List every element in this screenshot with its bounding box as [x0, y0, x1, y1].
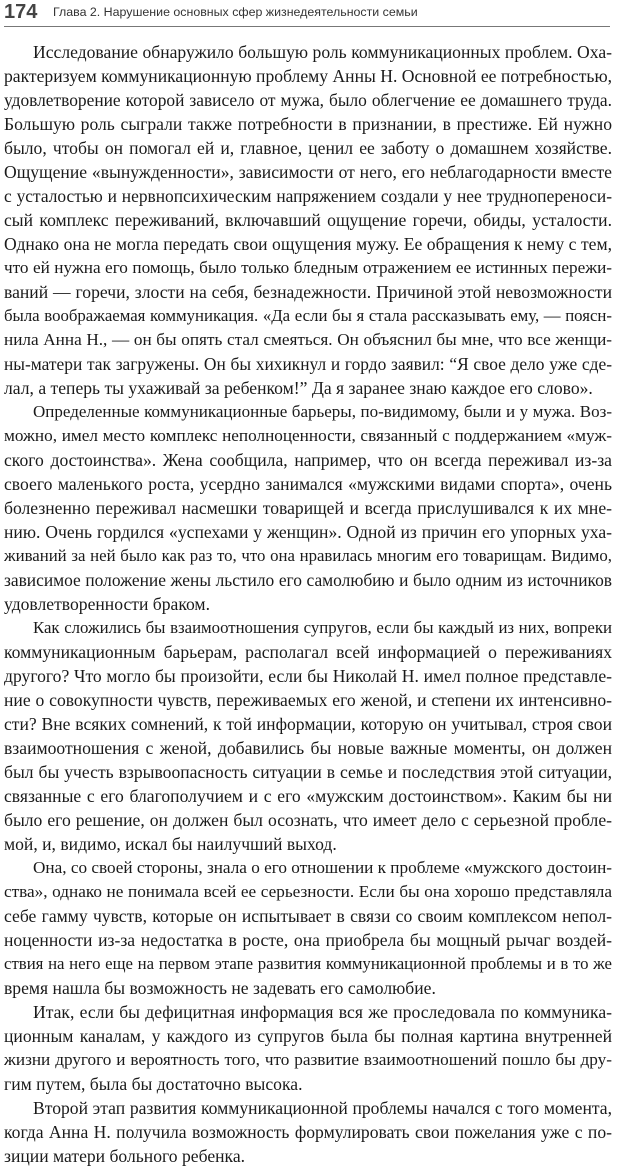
text-line: была воображаемая коммуникация. «Да если бы я стала рассказывать ему, — поясн-	[4, 306, 612, 325]
text-line: ние о совокупности чувств, переживаемых его женой, и степени их интенсивно-	[4, 690, 612, 710]
chapter-title: Глава 2. Нарушение основных сфер жизнедеятельности семьи	[53, 5, 418, 19]
text-line: Однако она не могла передать свои ощущения мужу. Ее обращения к нему с тем,	[4, 234, 612, 254]
text-line: Определенные коммуникационные барьеры, по-видимому, были и у мужа. Воз-	[33, 402, 612, 421]
text-line: было, чтобы он помогал ей и, главное, ценил ее заботу о домашнем хозяйстве.	[4, 138, 612, 158]
text-line: Она, со своей стороны, знала о его отношении к проблеме «мужского достоин-	[33, 858, 612, 877]
text-line: ционным каналам, у каждого из супругов была бы полная картина внутренней	[4, 1026, 612, 1046]
text-line: Исследование обнаружило большую роль коммуникационных проблем. Оха-	[33, 42, 612, 62]
text-line: можно, имел место комплекс неполноценности, связанный с поддержанием «муж-	[4, 426, 612, 445]
text-line: удовлетворенности браком.	[4, 594, 210, 614]
text-line: с усталостью и нервнопсихическим напряжением создали у нее труднопереноси-	[4, 186, 612, 206]
text-line: удовлетворение которой зависело от мужа, было облегчение ее домашнего труда.	[4, 90, 612, 110]
text-line: живаний за ней было как раз то, что она нравилась многим его товарищам. Видимо,	[4, 546, 612, 565]
text-line: болезненно переживал насмешки товарищей и всегда прислушивался к их мне-	[4, 498, 612, 518]
text-line: время нашла бы возможность не задевать его самолюбие.	[4, 978, 436, 998]
text-line: ства», однако не понимала всей ее серьезности. Если бы она хорошо представляла	[4, 882, 612, 901]
text-line: связанные с его благополучием и с его «мужским достоинством». Каким бы ни	[4, 786, 612, 806]
text-line: мой, и, видимо, искал бы наилучший выход.	[4, 834, 337, 854]
text-line: жизни другого и вероятность того, что развитие взаимоотношений пошло бы дру-	[4, 1050, 612, 1069]
text-line: себе гамму чувств, которые он испытывает в связи со своим комплексом непол-	[4, 906, 612, 926]
text-line: ского достоинства». Жена сообщила, например, что он всегда переживал из-за	[4, 450, 612, 470]
text-line: когда Анна Н. получила возможность формулировать свои пожелания уже с по-	[4, 1122, 612, 1142]
text-line: рактеризуем коммуникационную проблему Анны Н. Основной ее потребностью,	[4, 66, 612, 86]
text-line: сти? Вне всяких сомнений, к той информации, которую он учитывал, строя свои	[4, 714, 612, 734]
text-line: коммуникационным барьерам, располагал всей информацией о переживаниях	[4, 642, 612, 662]
text-line: ваний — горечи, злости на себя, безнадежности. Причиной этой невозможности	[4, 282, 612, 302]
text-line: Второй этап развития коммуникационной проблемы начался с того момента,	[33, 1098, 612, 1118]
running-header	[4, 2, 610, 27]
text-line: Ощущение «вынужденности», зависимости от него, его неблагодарности вместе	[4, 162, 612, 182]
text-line: ноценности из-за недостатка в росте, она приобрела бы мощный рычаг воздей-	[4, 930, 612, 950]
text-line: взаимоотношения с женой, добавились бы новые важные моменты, он должен	[4, 738, 612, 758]
page-number: 174	[4, 1, 38, 23]
text-line: был бы учесть взрывоопасность ситуации в семье и последствия этой ситуации,	[4, 762, 612, 782]
text-line: Большую роль сыграли также потребности в признании, в престиже. Ей нужно	[4, 114, 612, 134]
text-line: было его решение, он должен был осознать, что имеет дело с серьезной пробле-	[4, 810, 612, 830]
text-line: зависимое положение жены льстило его самолюбию и было одним из источников	[4, 570, 612, 590]
text-line: Итак, если бы дефицитная информация вся же проследовала по коммуника-	[33, 1002, 612, 1022]
text-line: своего маленького роста, усердно занимался «мужскими видами спорта», очень	[4, 474, 612, 494]
text-line: ствия на него еще на первом этапе развития коммуникационной проблемы и в то же	[4, 954, 612, 973]
text-line: нию. Очень гордился «успехами у женщин». Одной из причин его упорных уха-	[4, 522, 612, 542]
text-line: зиции матери больного ребенка.	[4, 1146, 246, 1166]
text-line: нила Анна Н., — он бы опять стал смеяться. Он объяснил бы мне, что все женщи-	[4, 330, 612, 349]
text-line: Как сложились бы взаимоотношения супругов, если бы каждый из них, вопреки	[33, 618, 612, 637]
text-line: сый комплекс переживаний, включавший ощущение горечи, обиды, усталости.	[4, 210, 612, 230]
text-line: ны-матери так загружены. Он бы хихикнул и гордо заявил: “Я свое дело уже сде-	[4, 354, 612, 374]
text-line: другого? Что могло бы произойти, если бы Николай Н. имел полное представле-	[4, 666, 612, 686]
text-line: лал, а теперь ты ухаживай за ребенком!” Да я заранее знаю каждое его слово».	[4, 378, 593, 398]
text-line: что ей нужна его помощь, было только бледным отражением ее истинных пережи-	[4, 258, 612, 277]
text-line: гим путем, была бы достаточно высока.	[4, 1074, 303, 1094]
